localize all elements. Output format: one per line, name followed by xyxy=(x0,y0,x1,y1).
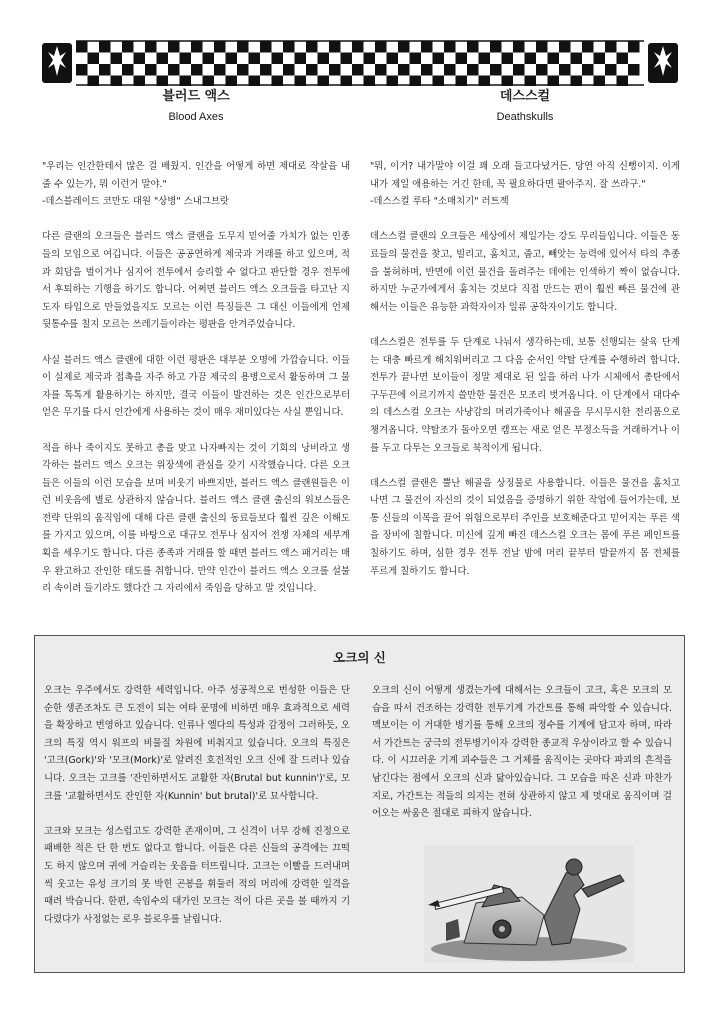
ork-gods-right-column xyxy=(372,682,672,823)
body-paragraph: 오크는 우주에서도 강력한 세력입니다. 아주 성공적으로 번성한 이들은 단순한 생존조차도 큰 도전이 되는 여타 문명에 비하면 매우 효과적으로 세력을 확장하고 번영하고 있습니다. 인류나 엘다의 특성과 감정이 그러하듯, 오크의 특징 역시 워프의 비물질 차원에 비춰지고 있습니다. 오크의 특징은 '고크(Gork)'와 '모크(Mork)'로 알려진 호전적인 오크 신에 잘 드러나 있습니다. 오크는 고크를 '잔인하면서도 교활한 자(Brutal but kunnin')'로, 모크를 '교활하면서도 잔인한 자(Kunnin' but brutal)'로 묘사합니다. xyxy=(44,685,350,802)
ork-gods-title: 오크의 신 xyxy=(333,650,386,665)
blood-axes-quote xyxy=(42,158,350,211)
body-paragraph: 고크와 모크는 성스럽고도 강력한 존재이며, 그 신격이 너무 강해 진정으로 패배한 적은 단 한 번도 없다고 합니다. 이들은 다른 신들의 공격에는 끄떡도 하지 않으며 귀에 거슬리는 웃음을 터뜨립니다. 고크는 이빨을 드러내며 씩 웃고는 유성 크기의 못 박힌 곤봉을 휘둘러 적의 머리에 강력한 일격을 때려 박습니다. 한편, 속임수의 대가인 모크는 적이 다른 곳을 볼 때까지 기다렸다가 사정없는 로우 블로우를 날립니다. xyxy=(44,825,350,925)
quote-attribution: -데스블레이드 코만도 대원 "상병" 스내그브랏 xyxy=(42,196,229,208)
quote-attribution: -데스스컬 루타 "소매치기" 러트젝 xyxy=(370,196,509,208)
deathskulls-subtitle: Deathskulls xyxy=(496,111,554,123)
body-paragraph: 데스스컬 클랜의 오크들은 세상에서 제일가는 강도 무리들입니다. 이들은 동료들의 물건을 찾고, 빌리고, 훔치고, 줍고, 빼앗는 능력에 있어서 타의 추종을 불허하며, 반면에 이런 물건을 돌려주는 데에는 인색하기 짝이 없습니다. 하지만 누군가에게서 훔치는 것보다 직접 만드는 편이 훨씬 빠른 물건에 관해서는 이들은 유능한 과학자이자 일류 공학자이기도 합니다. xyxy=(370,231,680,313)
checkered-header-banner xyxy=(40,40,680,86)
quote-text: "뭐, 이거? 내가말야 이걸 꽤 오래 들고다녔거든. 당연 아직 신뻥이지. 이게 내가 제일 애용하는 거긴 한데, 꼭 필요하다면 팔아주지. 잘 쓰라구." xyxy=(370,161,680,190)
blood-axes-subtitle: Blood Axes xyxy=(168,111,224,123)
blood-axes-column xyxy=(42,88,350,598)
deathskulls-column xyxy=(370,88,680,580)
deathskulls-quote xyxy=(370,158,680,211)
ork-warband-illustration xyxy=(424,845,634,963)
body-paragraph: 적을 하나 죽이지도 못하고 총을 맞고 나자빠지는 것이 기회의 낭비라고 생각하는 블러드 액스 오크는 위장색에 관심을 갖기 시작했습니다. 다른 오크들은 이들의 이런 모습을 보며 비웃기 바쁘지만, 블러드 액스 클랜원들은 이런 비웃음에 별로 상관하지 않습니다. 블러드 액스 클랜 출신의 워보스들은 전략 단위의 움직임에 대해 다른 클랜 출신의 동료들보다 훨씬 깊은 이해도를 가지고 있으며, 이를 바탕으로 대규모 전투나 심지어 전쟁 자체의 세부계획을 세우기도 합니다. 다른 종족과 거래를 할 때면 블러드 액스 패거리는 매우 완고하고 잔인한 태도를 취합니다. 만약 인간이 블러드 액스 오크를 설불리 속이려 들기라도 했다간 그 자리에서 죽임을 당하고 말 것입니다. xyxy=(42,442,350,595)
body-paragraph: 다른 클랜의 오크들은 블러드 액스 클랜을 도무지 믿어줄 가치가 없는 인종들의 모임으로 여깁니다. 이들은 공공연하게 제국과 거래를 하고 있으며, 적과 회담을 벌이거나 심지어 전투에서 승리할 수 없다고 판단할 경우 전투에서 후퇴하는 기행을 하기도 합니다. 어쩌면 블러드 액스 오크들을 타고난 지도자 타입으로 만들었을지도 모르는 이런 특징들은 그 대신 이들에게 언제 뒷통수를 칠지 모르는 쓰레기들이라는 평판을 안겨주었습니다. xyxy=(42,231,350,331)
quote-text: "우리는 인간한테서 많은 걸 배웠지. 인간을 어떻게 하면 제대로 작살을 내줄 수 있는가, 뭐 이런거 말야." xyxy=(42,161,350,190)
body-paragraph: 오크의 신이 어떻게 생겼는가에 대해서는 오크들이 고크, 혹은 모크의 모습을 따서 건조하는 강력한 전투기계 가간트를 통해 파악할 수 있습니다. 멕보이는 이 거대한 병기를 통해 오크의 정수를 기계에 담고자 하며, 따라서 가간트는 궁극의 전투병기이자 강력한 종교적 우상이라고 할 수 있습니다. 이 시끄러운 기계 괴수들은 그 거체를 움직이는 곳마다 파괴의 흔적을 남긴다는 점에서 오크의 신과 닮아있습니다. 그 모습을 따온 신과 마찬가지로, 가간트는 적들의 의지는 전혀 상관하지 않고 제 멋대로 움직이며 걸어오는 싸움은 절대로 피하지 않습니다. xyxy=(372,685,672,820)
ork-gods-left-column xyxy=(44,682,350,928)
body-paragraph: 사실 블러드 액스 클랜에 대한 이런 평판은 대부분 오명에 가깝습니다. 이들이 실제로 제국과 접촉을 자주 하고 가끔 제국의 용병으로서 활동하며 그 물자를 톡톡게 활용하기는 하지만, 결국 이들이 발견하는 것은 인간으로부터 얻은 무기를 다시 인간에게 사용하는 것이 매우 재미있다는 사실 뿐입니다. xyxy=(42,354,350,419)
blood-axes-title: 블러드 액스 xyxy=(162,89,230,104)
body-paragraph: 데스스컬 클랜은 뿔난 해골을 상징물로 사용합니다. 이들은 물건을 훔치고 나면 그 물건이 자신의 것이 되었음을 증명하기 위한 작업에 들어가는데, 보통 신들의 이목을 끌어 위험으로부터 주인을 보호해준다고 믿어지는 푸른 색을 장비에 칠합니다. 미신에 깊게 빠진 데스스컬 오크는 몸에 푸른 페인트를 칠하기도 하며, 심한 경우 전투 전날 밤에 머리 끝부터 발끝까지 몸 전체를 푸르게 칠하기도 합니다. xyxy=(370,477,680,577)
left-banner-emblem-icon xyxy=(42,43,72,83)
right-banner-emblem-icon xyxy=(648,43,678,83)
body-paragraph: 데스스컬은 전투를 두 단계로 나눠서 생각하는데, 보통 선행되는 살육 단계는 대충 빠르게 해치워버리고 그 다음 순서인 약탈 단계를 수행하려 합니다. 전투가 끝나면 보이들이 정말 제대로 된 일을 하러 나가 시체에서 총탄에서 구두끈에 이르기까지 쓸만한 물건은 모조리 벗겨옵니다. 이 단계에서 대다수의 데스스컬 오크는 사냥감의 머리가죽이나 해골을 무시무시한 전리품으로 챙겨옵니다. 약탈조가 돌아오면 캠프는 새로 얻은 부정소득을 거래하거나 이를 두고 다투는 오크들로 북적이게 됩니다. xyxy=(370,336,680,454)
deathskulls-title: 데스스컬 xyxy=(499,89,551,104)
